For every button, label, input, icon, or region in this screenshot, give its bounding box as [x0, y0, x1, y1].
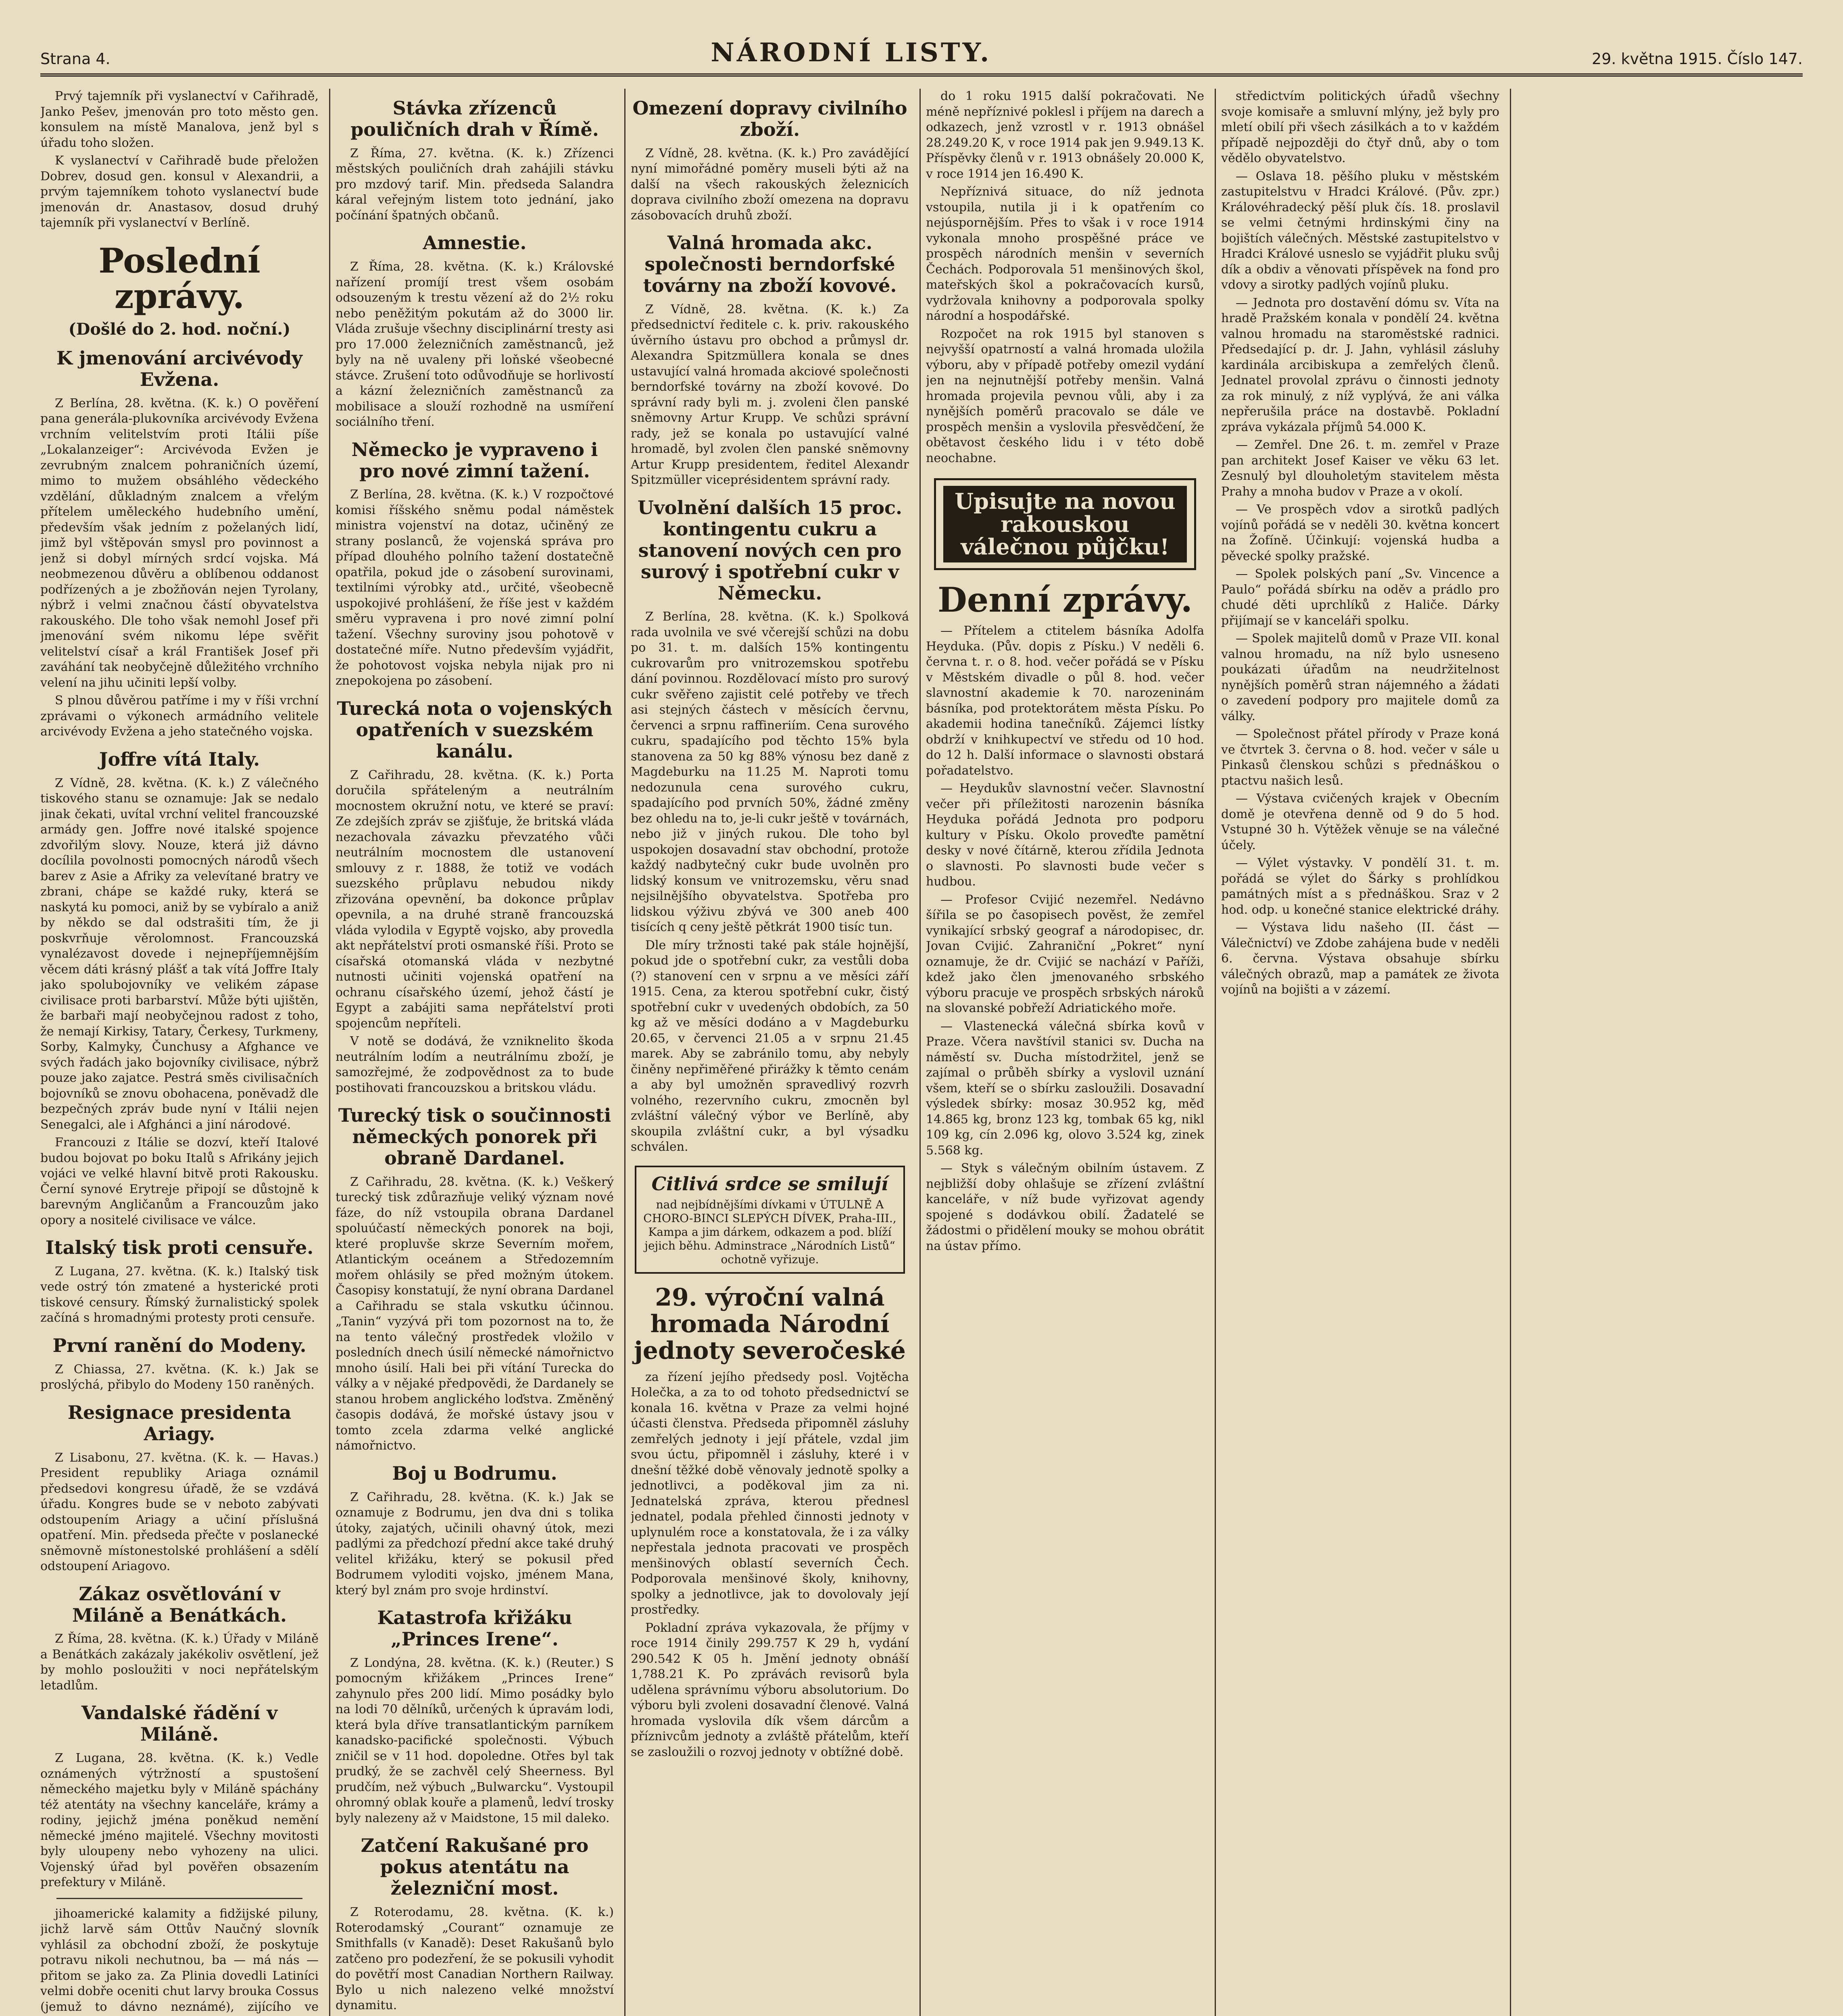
paragraph: jihoamerické kalamity a fidžijské piluny, jichž larvě sám Ottův Naučný slovník vyhlásil za obchodní zboží, že poskytuje potravu nikoli nechutnou, ba — má nás — přitom se jako za. Za Plinia dovedli Latiníci velmi dobře oceniti chut larvy brouka Cossus (jemuž to dávno neznámé), zijícího ve [40, 1906, 319, 2014]
section-subtitle: (Došlé do 2. hod. noční.) [68, 319, 291, 339]
paragraph: — Ve prospěch vdov a sirotků padlých vojínů pořádá se v neděli 30. května koncert na Žofíně. Účinkují: vojenská hudba a pěvecké spolky pražské. [1221, 502, 1499, 563]
paragraph: — Jednota pro dostavění dómu sv. Víta na hradě Pražském konala v pondělí 24. května valnou hromadu na staroměstské radnici. Předsedající p. dr. J. Jahn, vyhlásil zásluhy kardinála arcibiskupa a zemřelých členů. Jednatel provolal zprávu o činnosti jednoty za rok minulý, z níž vyplývá, že ani válka nepřerušila práce na dostavbě. Pokladní zpráva vykázala příjmů 54.000 K. [1221, 296, 1499, 434]
page-number: Strana 4. [40, 50, 110, 68]
paragraph: Francouzi z Itálie se dozví, kteří Italové budou bojovat po boku Italů s Afrikány jejich vojáci ve velké hlavní bitvě proti Rakousku. Černí synové Erytreje připojí se důstojně k barevným Angličanům a Francouzům jako opory a nositelé civilisace ve válce. [40, 1135, 319, 1227]
paragraph: K vyslanectví v Cařihradě bude přeložen Dobrev, dosud gen. konsul v Alexandrii, a prvým tajemníkem tohoto vyslanectví bude jmenován dr. Anastasov, dosud druhý tajemník při vyslanectví v Berlíně. [40, 154, 319, 230]
paragraph: Nepříznivá situace, do níž jednota vstoupila, nutila ji i k opatřením co nejúspornějším. Přes to však i v roce 1914 vykonala mnoho prospěšné práce ve prospěch národních menšin v severních Čechách. Podporovala 51 menšinových škol, mateřských škol a pokračovacích kursů, vydržovala knihovny a podporovala spolky národní a hospodářské. [926, 185, 1204, 323]
paragraph: Z Vídně, 28. května. (K. k.) Pro zavádějící nyní mimořádné poměry museli býti až na další na všech rakouských železnicích doprava civilního zboží omezena na dopravu zásobovacích druhů zboží. [631, 146, 909, 223]
column-1 [40, 89, 319, 2016]
section-title: Poslední zprávy. [98, 240, 261, 316]
war-loan-advertisement [934, 478, 1196, 570]
charity-advertisement [635, 1166, 905, 1274]
paragraph: Z Říma, 27. května. (K. k.) Zřízenci městských pouličních drah zahájili stávku pro mzdový tarif. Min. předseda Salandra káral veřejným listem toto jednání, jako počínání špatných občanů. [336, 146, 614, 223]
article-title: Turecký tisk o součinnosti německých ponorek při obraně Dardanel. [338, 1104, 611, 1169]
paragraph: Z Cařihradu, 28. května. (K. k.) Porta doručila spřáteleným a neutrálním mocnostem okružní notu, ve které se praví: Ze zdejších zpráv se zjišťuje, že britská vláda nezachovala závazku převzatého vůči neutrálním mocnostem dle ustanovení smlouvy z r. 1888, že totiž ve vodách suezského průplavu nebudou nikdy zřizována opevnění, ba dokonce průplav opevnila, a na druhé straně francouzská vláda vylodila v Egyptě vojsko, aby provedla akt nepřátelství proti osmanské říši. Proto se císařská otomanská vláda v nezbytné nutnosti učiniti vojenská opatření na ochranu císařského území, jehož částí je Egypt a zabájiti sama nepřátelství proti spojencům nepříteli. [336, 768, 614, 1031]
paragraph: do 1 roku 1915 další pokračovati. Ne méně nepříznivé poklesl i příjem na darech a odkazech, jenž vzrostl v r. 1913 obnášel 28.249.20 K, v roce 1914 pak jen 9.949.13 K. Příspěvky členů v r. 1913 obnášely 20.000 K, v roce 1914 jen 16.490 K. [926, 89, 1204, 181]
paragraph: — Styk s válečným obilním ústavem. Z nejbližší doby ohlašuje se zřízení zvláštní kanceláře, v níž bude vyřizovat agendy spojené s dodávkou obilí. Žadatelé se žádostmi o přidělení mouky se mohou obrátit na ústav přímo. [926, 1161, 1204, 1253]
paragraph: Dle míry tržnosti také pak stále hojnější, pokud jde o spotřební cukr, za vestůli doba (?) stanovení cen v srpnu a ve měsíci září 1915. Cena, za kterou spotřební cukr, čistý spotřební cukr v uvedených obdobích, za 50 kg až ve měsíci dodáno a v Magdeburku 20.65, v červenci 21.05 a v srpnu 21.45 marek. Aby se zabránilo tomu, aby nebyly činěny nepřiměřené přirážky k těmto cenám a aby byl umožněn spravedlivý rozvrh volného, rezervního cukru, zmocněn byl zvláštní válečný výbor ve Berlíně, aby skoupila zvláštní cukr, a byl výsadku schválen. [631, 938, 909, 1154]
paragraph: Z Vídně, 28. května. (K. k.) Za předsednictví ředitele c. k. priv. rakouského úvěrního ústavu pro obchod a průmysl dr. Alexandra Spitzmüllera konala se dnes ustavující valná hromada akciové společnosti berndorfské továrny na zboží kovové. Do správní rady byli m. j. zvoleni člen panské sněmovny Artur Krupp. Ve schůzi správní rady, jež se konala po ustavující valné hromadě, byl zvolen člen panské sněmovny Artur Krupp presidentem, ředitel Alexandr Spitzmüller viceprésidentem správní rady. [631, 302, 909, 487]
paragraph: — Společnost přátel přírody v Praze koná ve čtvrtek 3. června o 8. hod. večer v sále u Pinkasů členskou schůzi s přednáškou o ptactvu našich lesů. [1221, 727, 1499, 788]
article-title: Amnestie. [423, 232, 527, 254]
paragraph: Z Lugana, 28. května. (K. k.) Vedle oznámených výtržností a spustošení německého majetku byly v Miláně spáchány též atentáty na všechny kanceláře, krámy a rodiny, jejichž jména poněkud nemění německé jméno majitelé. Všechny movitosti byly uloupeny nebo vyhozeny na ulici. Vojenský úřad byl pověřen obsazením prefektury v Miláně. [40, 1751, 319, 1890]
ad-text: nad nejbídnějšími dívkami v ÚTULNĚ A CHORO-BINCI SLEPÝCH DÍVEK, Praha-III., Kampa a jim dárkem, odkazem a pod. blíží jejich běhu. Adminstrace „Národních Listů“ ochotně vyřizuje. [643, 1198, 896, 1266]
paragraph: Z Říma, 28. května. (K. k.) Úřady v Miláně a Benátkách zakázaly jakékoliv osvětlení, jež by mohlo posloužiti v noci nepřátelským letadlům. [40, 1632, 319, 1693]
paragraph: Z Říma, 28. května. (K. k.) Královské nařízení promíjí trest všem osobám odsouzeným k trestu vězení až do 2½ roku nebo peněžitým pokutám až do 3000 lir. Vláda zrušuje všechny disciplinární tresty asi pro 17.000 železničních zaměstnanců, jež byly na ně uvaleny při loňské všeobecné stávce. Zrušení toto odůvodňuje se horlivostí a kázní železničních zaměstnanců za mobilisace a slouží rozhodně na usmíření sociálního tření. [336, 260, 614, 429]
ad-title: Upisujte na novou rakouskou válečnou půjčku! [943, 486, 1187, 562]
paragraph: Rozpočet na rok 1915 byl stanoven s nejvyšší opatrností a valná hromada uložila výboru, aby v případě potřeby omezil vydání jen na nejnutnější potřeby menšin. Valná hromada projevila pevnou vůli, aby i za nynějších poměrů pracovalo se dále ve prospěch menšin a vyslovila přesvědčení, že obětavost českého lidu i v této době neochabne. [926, 327, 1204, 465]
article-title: Zákaz osvětlování v Miláně a Benátkách. [72, 1583, 287, 1626]
paragraph: Z Berlína, 28. května. (K. k.) V rozpočtové komisi říšského sněmu podal náměstek ministra vojenství na dotaz, učiněný ze strany poslanců, že vojenská správa pro případ dlouhého polního tažení dostatečně opatřila, pokud jde o zásobení surovinami, textilními výrobky atd., určité, všeobecně uspokojivé prohlášení, že říše jest v každém směru vypravena i pro nové zimní polní tažení. Všechny suroviny jsou pohotově v dostatečné míře. Nutno především vyjádřit, že pohotovost vojska nebyla nijak pro ni znepokojena po zásobení. [336, 487, 614, 688]
article-title: Italský tisk proti censuře. [45, 1237, 314, 1259]
paragraph: — Spolek polských paní „Sv. Vincence a Paulo“ pořádá sbírku na oděv a prádlo pro chudé děti uprchlíků z Haliče. Dárky přijímají se v kanceláři spolku. [1221, 567, 1499, 628]
page-header [40, 28, 1803, 77]
article-title: Stávka zřízenců pouličních drah v Římě. [350, 97, 599, 140]
paragraph: Z Lisabonu, 27. května. (K. k. — Havas.) President republiky Ariaga oznámil předsedovi kongresu úřadě, že se vzdává úřadu. Kongres bude se v neboto zabývati odstoupením Ariagy a učiní příslušná opatření. Min. předseda přečte v poslanecké sněmovně místonestolské prohlášení a sdělí odstoupení Ariagovo. [40, 1450, 319, 1574]
article-title: Valná hromada akc. společnosti berndorfské továrny na zboží kovové. [643, 232, 897, 297]
ad-title: Citlivá srdce se smilují [651, 1173, 888, 1195]
paragraph: — Výstava lidu našeho (II. část — Válečnictví) ve Zdobe zahájena bude v neděli 6. června. Výstava obsahuje sbírku válečných obrazů, map a památek ze života vojínů na bojišti a v zázemí. [1221, 921, 1499, 997]
article-title: Turecká nota o vojenských opatřeních v suezském kanálu. [337, 697, 613, 762]
masthead: NÁRODNÍ LISTY. [711, 37, 992, 68]
column-5 [1221, 89, 1499, 2016]
article-title: Omezení dopravy civilního zboží. [632, 97, 907, 140]
paragraph: V notě se dodává, že vzniknelito škoda neutrálním lodím a neutrálnímu zboží, je samozřejmé, že zodpovědnost za to bude postihovati francouzskou a britskou vládu. [336, 1034, 614, 1095]
paragraph: Z Chiassa, 27. května. (K. k.) Jak se proslýchá, přibylo do Modeny 150 raněných. [40, 1362, 319, 1392]
paragraph: Z Cařihradu, 28. května. (K. k.) Veškerý turecký tisk zdůrazňuje veliký význam nové fáze, do níž vstoupila obrana Dardanel spoluúčastí německých ponorek na boji, které propluvše skrze Severním mořem, Atlantickým oceánem a Středozemním mořem ohlásily se před možným útokem. Časopisy konstatují, že nyní obrana Dardanel a Cařihradu se stala vskutku účinnou. „Tanin“ vyzývá při tom pozornost na to, že na tento válečný prostředek vložilo v posledních dnech úsilí německé námořnictvo mnoho úsilí. Hali bei při vítání Turecka do války a v nějaké předpovědi, že Dardanely se stanou hrobem anglického loďstva. Změněný časopis dodává, že mořské ústavy jsou v tomto zcela zdarma velké anglické námořnictvo. [336, 1175, 614, 1453]
article-title: Zatčení Rakušané pro pokus atentátu na železniční most. [361, 1835, 589, 1899]
column-3 [631, 89, 909, 2016]
article-title: První ranění do Modeny. [52, 1334, 306, 1356]
paragraph: — Přítelem a ctitelem básníka Adolfa Heyduka. (Pův. dopis z Písku.) V neděli 6. června t. r. o 8. hod. večer pořádá se v Písku v Městském divadle o půl 8. hod. večer slavnostní akademie k 70. narozeninám básníka, pod protektorátem města Písku. Po akademii hodina tanečníků. Zájemci lístky obdrží v knihkupectví ve středu od 10 hod. do 12 h. Další informace o slavnosti obstará pořadatelstvo. [926, 624, 1204, 778]
divider [56, 1898, 302, 1899]
paragraph: Pokladní zpráva vykazovala, že příjmy v roce 1914 činily 299.757 K 29 h, vydání 290.542 K 05 h. Jmění jednoty obnáší 1,788.21 K. Po zprávách revisorů byla udělena správnímu výboru absolutorium. Do výboru byli zvoleni dosavadní členové. Valná hromada vyslovila dík všem dárcům a příznivcům jednoty a zvláště přátelům, kteří se zasloužili o rozvoj jednoty v obtížné době. [631, 1620, 909, 1759]
paragraph: Z Londýna, 28. května. (K. k.) (Reuter.) S pomocným křižákem „Princes Irene“ zahynulo přes 200 lidí. Mimo posádky bylo na lodi 70 dělníků, určených k úpravám lodi, která byla dříve transatlantickým parníkem kanadsko-pacifické společnosti. Výbuch zničil se v 11 hod. dopoledne. Otřes byl tak prudký, že se zachvěl celý Sheerness. Byl prudčím, než výbuch „Bulwarcku“. Vystoupil ohromný oblak kouře a plamenů, ledví trosky byly nalezeny až v Maidstone, 15 mil daleko. [336, 1656, 614, 1825]
paragraph: — Profesor Cvijić nezemřel. Nedávno šířila se po časopisech pověst, že zemřel vynikající srbský geograf a národopisec, dr. Jovan Cvijić. Zahraniční „Pokret“ nyní oznamuje, že dr. Cvijić se nachází v Paříži, kdež jako člen jmenovaného srbského výboru pracuje ve prospěch srbských nároků na slovanské pobřeží Adriatického moře. [926, 892, 1204, 1016]
paragraph: S plnou důvěrou patříme i my v říši vrchní zprávami o výkonech armádního velitele arcivévody Evžena a jeho statečného vojska. [40, 694, 319, 739]
column-rule [624, 89, 625, 2016]
paragraph: — Heydukův slavnostní večer. Slavnostní večer při příležitosti narozenin básníka Heyduka pořádá Jednota pro podporu kultury v Písku. Okolo proveďte pamětní desky v nové čítárně, kterou zřídila Jednota o slavnosti. Po slavnosti bude večer s hudbou. [926, 781, 1204, 889]
paragraph: — Výstava cvičených krajek v Obecním domě je otevřena denně od 9 do 5 hod. Vstupné 30 h. Výtěžek věnuje se na válečné účely. [1221, 791, 1499, 852]
article-title: K jmenování arcivévody Evžena. [56, 347, 302, 390]
paragraph: Z Berlína, 28. května. (K. k.) Spolková rada uvolnila ve své včerejší schůzi na dobu po 31. t. m. dalších 15% kontingentu cukrovarům pro vnitrozemskou spotřebu dání povinnou. Rozdělovací místo pro surový cukr svěřeno zajistit celé potřeby ve třech asi stejných částech v měsících červnu, červenci a srpnu raffineriím. Cena surového cukru, spadajícího pod těchto 15% byla stanovena za 50 kg 88% výnosu bez daně z Magdeburku na 11.25 M. Naproti tomu nedozunula cena surového cukru, spadajícího pod prvních 50%, žádné změny bez ohledu na to, je-li cukr ještě v továrnách, nebo již v jiných rukou. Dle toho byl uspokojen dosavadní stav obchodní, protože každý nadbytečný cukr bude uvolněn pro lidský konsum ve vnitrozemsku, věru snad nejsilnějšího obyvatelstva. Spotřeba pro lidskou výživu zbývá ve 300 aneb 400 tisících q ceny ještě pětkrát 1900 tisíc tun. [631, 610, 909, 935]
paragraph: středictvím politických úřadů všechny svoje komisaře a smluvní mlýny, jež byly pro mletí obilí při všech zásilkách a to v každém případě nejpozději do čtyř dnů, aby o tom vědělo obyvatelstvo. [1221, 89, 1499, 165]
column-rule [1510, 89, 1511, 2016]
section-title: Denní zprávy. [938, 580, 1193, 620]
column-4 [926, 89, 1204, 2016]
article-title: Boj u Bodrumu. [392, 1462, 557, 1484]
paragraph: Z Roterodamu, 28. května. (K. k.) Roterodamský „Courant“ oznamuje ze Smithfalls (v Kanadě): Deset Rakušanů bylo zatčeno pro podezření, že se pokusili vyhodit do povětří most Canadian Northern Railway. Bylo u nich nalezeno velké množství dynamitu. [336, 1905, 614, 2013]
article-title: Uvolnění dalších 15 proc. kontingentu cukru a stanovení nových cen pro surový i spotřební cukr v Německu. [637, 496, 903, 604]
article-title: 29. výroční valná hromada Národní jednoty severočeské [634, 1283, 906, 1365]
paragraph: — Zemřel. Dne 26. t. m. zemřel v Praze pan architekt Josef Kaiser ve věku 63 let. Zesnulý byl dlouholetým stavitelem města Prahy a mnoha budov v Praze a v okolí. [1221, 438, 1499, 499]
article-title: Resignace presidenta Ariagy. [67, 1401, 292, 1445]
paragraph: Z Lugana, 27. května. (K. k.) Italský tisk vede ostrý tón zmatené a hysterické proti tiskové censury. Římský žurnalistický spolek začíná s hromadnými protesty proti censuře. [40, 1264, 319, 1325]
paragraph: Z Cařihradu, 28. května. (K. k.) Jak se oznamuje z Bodrumu, jen dva dni s tolika útoky, zajatých, učinili ohavný útok, mezi padlými za předchozí přední akce také druhý velitel křižáku, který se pokusil před Bodrumem vyloditi vojsko, jménem Mana, který byl znám pro svoje hrdinství. [336, 1490, 614, 1597]
paragraph: — Spolek majitelů domů v Praze VII. konal valnou hromadu, na níž bylo usneseno poukázati úřadům na neudržitelnost nynějších poměrů stran nájemného a žádati o zavedení podpory pro majitele domů za války. [1221, 631, 1499, 723]
paragraph: Prvý tajemník při vyslanectví v Cařihradě, Janko Pešev, jmenován pro toto město gen. konsulem na místě Manalova, jenž byl s úřadu toho složen. [40, 89, 319, 150]
paragraph: — Oslava 18. pěšího pluku v městském zastupitelstvu v Hradci Králové. (Pův. zpr.) Královéhradecký pěší pluk čís. 18. proslavil se velmi četnými hrdinskými činy na bojištích válečných. Městské zastupitelstvo v Hradci Králové usneslo se vyjádřit pluku svůj dík a obdiv a věnovati příspěvek na fond pro vdovy a sirotky padlých vojínů pluku. [1221, 169, 1499, 292]
column-rule [1215, 89, 1216, 2016]
paragraph: — Výlet výstavky. V pondělí 31. t. m. pořádá se výlet do Šárky s prohlídkou památných míst a s přednáškou. Sraz v 2 hod. odp. u konečné stanice elektrické dráhy. [1221, 856, 1499, 917]
column-rule [329, 89, 330, 2016]
column-rule [919, 89, 921, 2016]
paragraph: Z Berlína, 28. května. (K. k.) O pověření pana generála-plukovníka arcivévody Evžena vrchním velitelstvím proti Itálii píše „Lokalanzeiger“: Arcivévoda Evžen je zevrubným znalcem pohraničních území, mimo to mužem obsáhlého vědeckého vzdělání, důkladným znalcem a vřelým přítelem uměleckého hudebního umění, především však jedním z poželaných lidí, jimž byl vštěpován smysl pro povinnost a jenž si dobyl mírných srdcí vojska. Má neobmezenou důvěru a oblíbenou oddanost podřízených a je zbožňován nejen Tyrolany, nýbrž i velmi značnou částí obyvatelstva rakouského. Dle toho však nemohl Josef při jmenování svém nikomu lépe svěřit velitelství císař a král František Josef při zaváhání tak neobyčejně důležitého vrchního velení na jihu učiniti lepší volby. [40, 396, 319, 690]
paragraph: za řízení jejího předsedy posl. Vojtěcha Holečka, a za to od tohoto předsednictví se konala 16. května v Praze za velmi hojné účasti členstva. Předseda připomněl zásluhy zemřelých jednoty i její přátele, vzdal jim svou úctu, připomněl i zásluhy, které i v dnešní těžké době věnovaly jednotě spolky a jednotlivci, a poděkoval jim za ni. Jednatelská zpráva, kterou přednesl jednatel, podala přehled činnosti jednoty v uplynulém roce a konstatovala, že i za války nepřestala jednota pracovati ve prospěch menšinových oblastí severních Čech. Podporovala menšinové školy, knihovny, spolky a jednotlivce, jak to dovolovaly její prostředky. [631, 1370, 909, 1617]
article-title: Vandalské řádění v Miláně. [81, 1702, 278, 1745]
column-6 [1516, 89, 1795, 2016]
article-title: Katastrofa křižáku „Princes Irene“. [377, 1607, 572, 1650]
date-issue: 29. května 1915. Číslo 147. [1592, 50, 1803, 68]
newspaper-page [40, 28, 1803, 2016]
paragraph: Z Vídně, 28. května. (K. k.) Z válečného tiskového stanu se oznamuje: Jak se nedalo jinak čekati, uvítal vrchní velitel francouzské armády gen. Joffre nové italské spojence zdvořilým slovy. Nouze, která již dávno docílila povolnosti pomocných národů všech barev z Asie a Afriky za velevítané bratry ve zbrani, chápe se každé ruky, která se naskytá ku pomoci, aniž by se vybíralo a aniž by někdo se dal odstrašiti tím, že ji poskvrňuje věrolomnost. Francouzská vynalézavost dovede i nejnepříjemnějším věcem dáti krásný plášť a tak vítá Joffre Italy jako spolubojovníky ve velikém zápase civilisace proti barbarství. Může býti ujištěn, že barbaři mají neobyčejnou radost z toho, že nemají Kirkisy, Tatary, Čerkesy, Turkmeny, Sorby, Kalmyky, Čunchusy a Afghance ve svých řadách jako bojovníky civilisace, nýbrž pouze jako zajatce. Pestrá směs civilisačních bojovníků se znovu obohacena, poněvadž dle bezpečných zpráv bude nyní v Itálii nejen Senegalci, ale i Afghánci a jiní národové. [40, 776, 319, 1132]
paragraph: — Vlastenecká válečná sbírka kovů v Praze. Včera navštívil stanici sv. Ducha na náměstí sv. Ducha místodržitel, jenž se zajímal o průběh sbírky a vyslovil uznání všem, kteří se o sbírku zasloužili. Dosavadní výsledek sbírky: mosaz 30.952 kg, měď 14.865 kg, bronz 123 kg, tombak 65 kg, nikl 109 kg, cín 2.096 kg, olovo 3.524 kg, zinek 5.568 kg. [926, 1019, 1204, 1158]
column-2 [336, 89, 614, 2016]
article-title: Joffre vítá Italy. [99, 748, 260, 770]
article-title: Německo je vypraveno i pro nové zimní tažení. [351, 438, 598, 482]
